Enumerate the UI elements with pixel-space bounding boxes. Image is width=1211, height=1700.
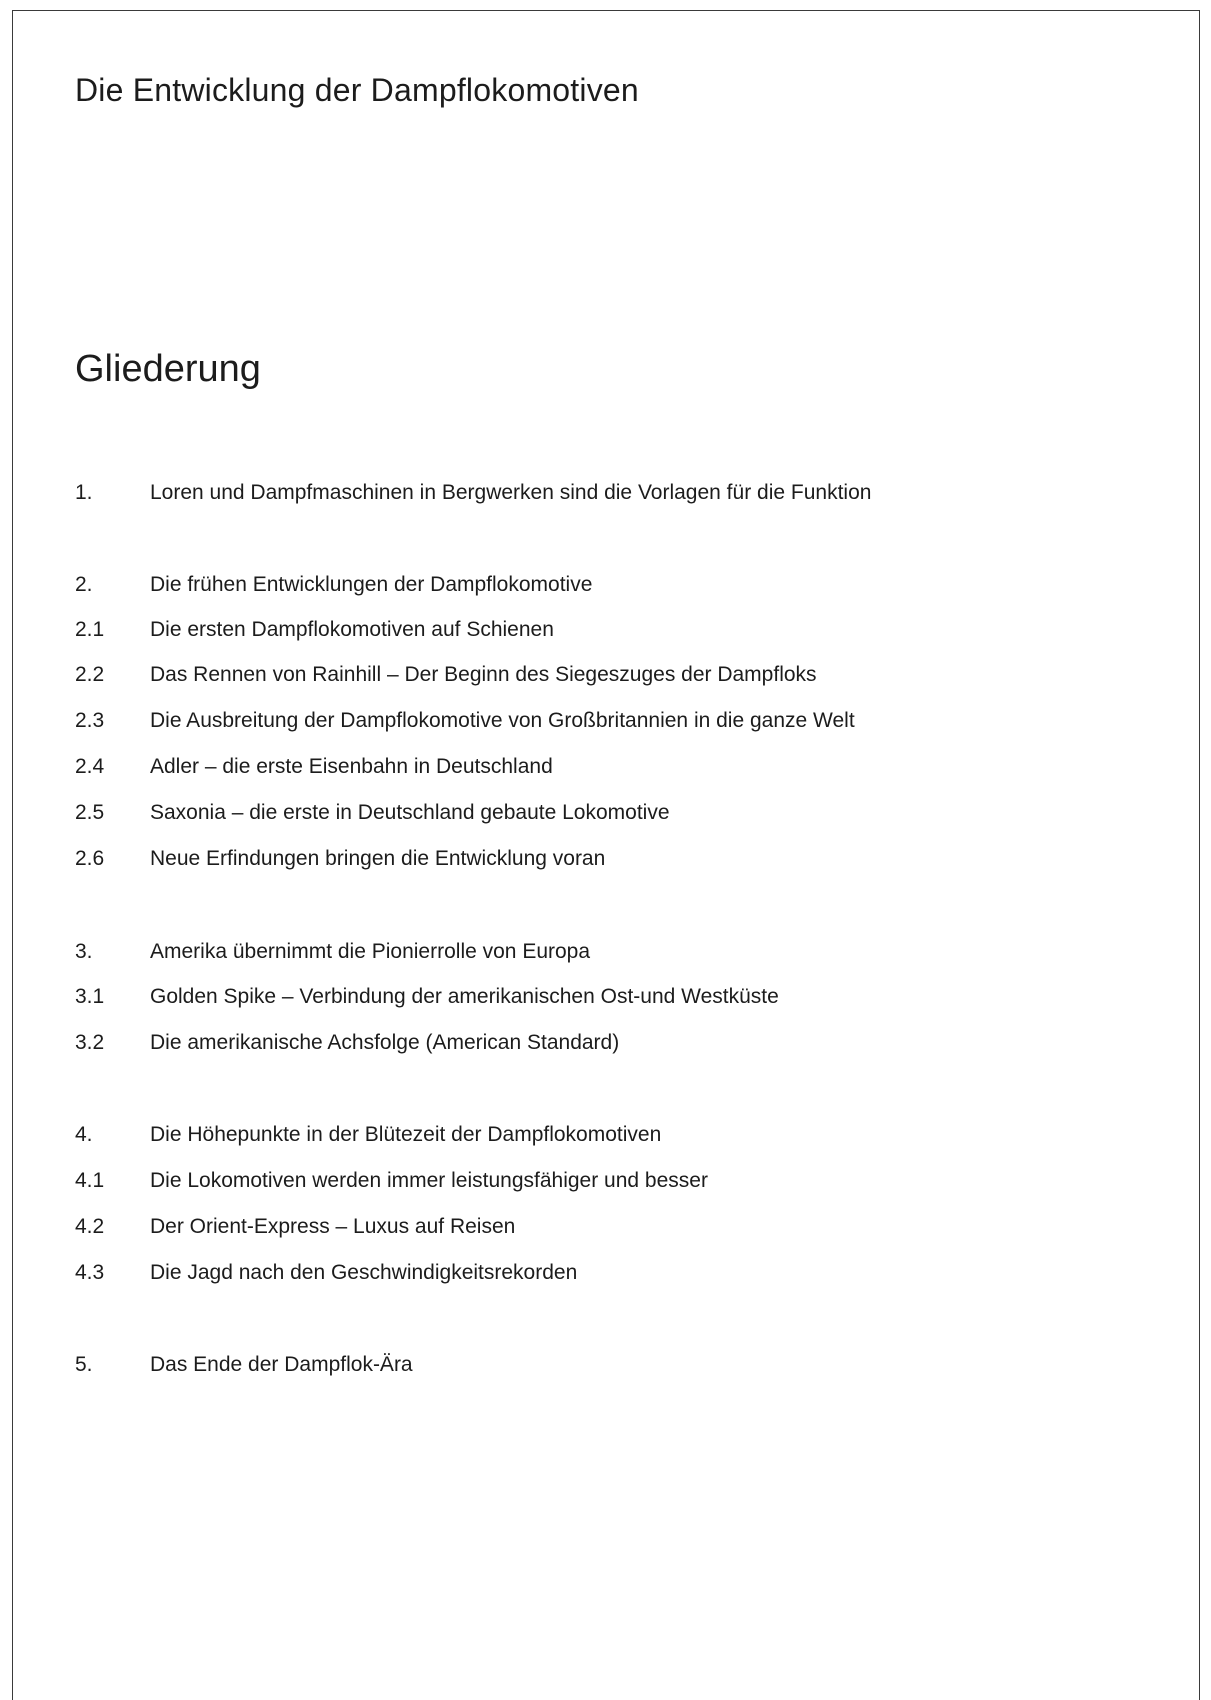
toc-entry-text: Amerika übernimmt die Pionierrolle von Europa — [150, 940, 591, 963]
toc-entry-number: 4.1 — [75, 1169, 105, 1192]
toc-entry — [75, 478, 1125, 508]
document-title: Die Entwicklung der Dampflokomotiven — [75, 72, 639, 108]
toc-entry-text: Neue Erfindungen bringen die Entwicklung voran — [150, 847, 606, 870]
toc-entry — [75, 706, 1125, 736]
toc-entry — [75, 1166, 1125, 1196]
toc-entry-number: 1. — [75, 481, 93, 504]
toc-entry-text: Adler – die erste Eisenbahn in Deutschland — [150, 755, 553, 778]
toc-entry-number: 5. — [75, 1353, 93, 1376]
toc-entry — [75, 615, 1125, 645]
toc-entry — [75, 1258, 1125, 1288]
toc-entry — [75, 798, 1125, 828]
toc-entry — [75, 1350, 1125, 1380]
toc-entry-number: 4. — [75, 1123, 93, 1146]
toc-entry-text: Die Jagd nach den Geschwindigkeitsrekorden — [150, 1261, 578, 1284]
toc-entry-number: 3.2 — [75, 1031, 105, 1054]
toc-entry — [75, 982, 1125, 1012]
toc-entry-number: 2.4 — [75, 755, 105, 778]
toc-entry-text: Die amerikanische Achsfolge (American Standard) — [150, 1031, 620, 1054]
toc-entry — [75, 1212, 1125, 1242]
toc-entry-text: Der Orient-Express – Luxus auf Reisen — [150, 1215, 516, 1238]
toc-entry-text: Loren und Dampfmaschinen in Bergwerken sind die Vorlagen für die Funktion — [150, 481, 872, 504]
toc-entry-text: Golden Spike – Verbindung der amerikanischen Ost-und Westküste — [150, 985, 779, 1008]
toc-entry-number: 3.1 — [75, 985, 105, 1008]
toc-entry-text: Die Ausbreitung der Dampflokomotive von Großbritannien in die ganze Welt — [150, 709, 855, 732]
toc-entry-number: 2.3 — [75, 709, 105, 732]
toc-entry-number: 3. — [75, 940, 93, 963]
toc-entry-text: Die ersten Dampflokomotiven auf Schienen — [150, 618, 554, 641]
toc-entry-text: Saxonia – die erste in Deutschland gebaute Lokomotive — [150, 801, 670, 824]
toc-entry — [75, 660, 1125, 690]
toc-entry-number: 2.6 — [75, 847, 105, 870]
toc-entry — [75, 570, 1125, 600]
toc-entry-text: Die Höhepunkte in der Blütezeit der Dampflokomotiven — [150, 1123, 662, 1146]
toc-entry — [75, 844, 1125, 874]
toc-entry-number: 2. — [75, 573, 93, 596]
toc-entry — [75, 937, 1125, 967]
toc-entry-text: Das Rennen von Rainhill – Der Beginn des Siegeszuges der Dampfloks — [150, 663, 817, 686]
toc-entry-text: Das Ende der Dampflok-Ära — [150, 1353, 413, 1376]
toc-entry-number: 4.3 — [75, 1261, 105, 1284]
toc-entry — [75, 752, 1125, 782]
toc-entry-number: 4.2 — [75, 1215, 105, 1238]
toc-entry — [75, 1120, 1125, 1150]
toc-entry-text: Die Lokomotiven werden immer leistungsfähiger und besser — [150, 1169, 708, 1192]
toc-entry-number: 2.1 — [75, 618, 105, 641]
toc-entry-text: Die frühen Entwicklungen der Dampflokomotive — [150, 573, 593, 596]
toc-entry-number: 2.2 — [75, 663, 105, 686]
toc-entry — [75, 1028, 1125, 1058]
section-heading: Gliederung — [75, 348, 261, 390]
toc-entry-number: 2.5 — [75, 801, 105, 824]
